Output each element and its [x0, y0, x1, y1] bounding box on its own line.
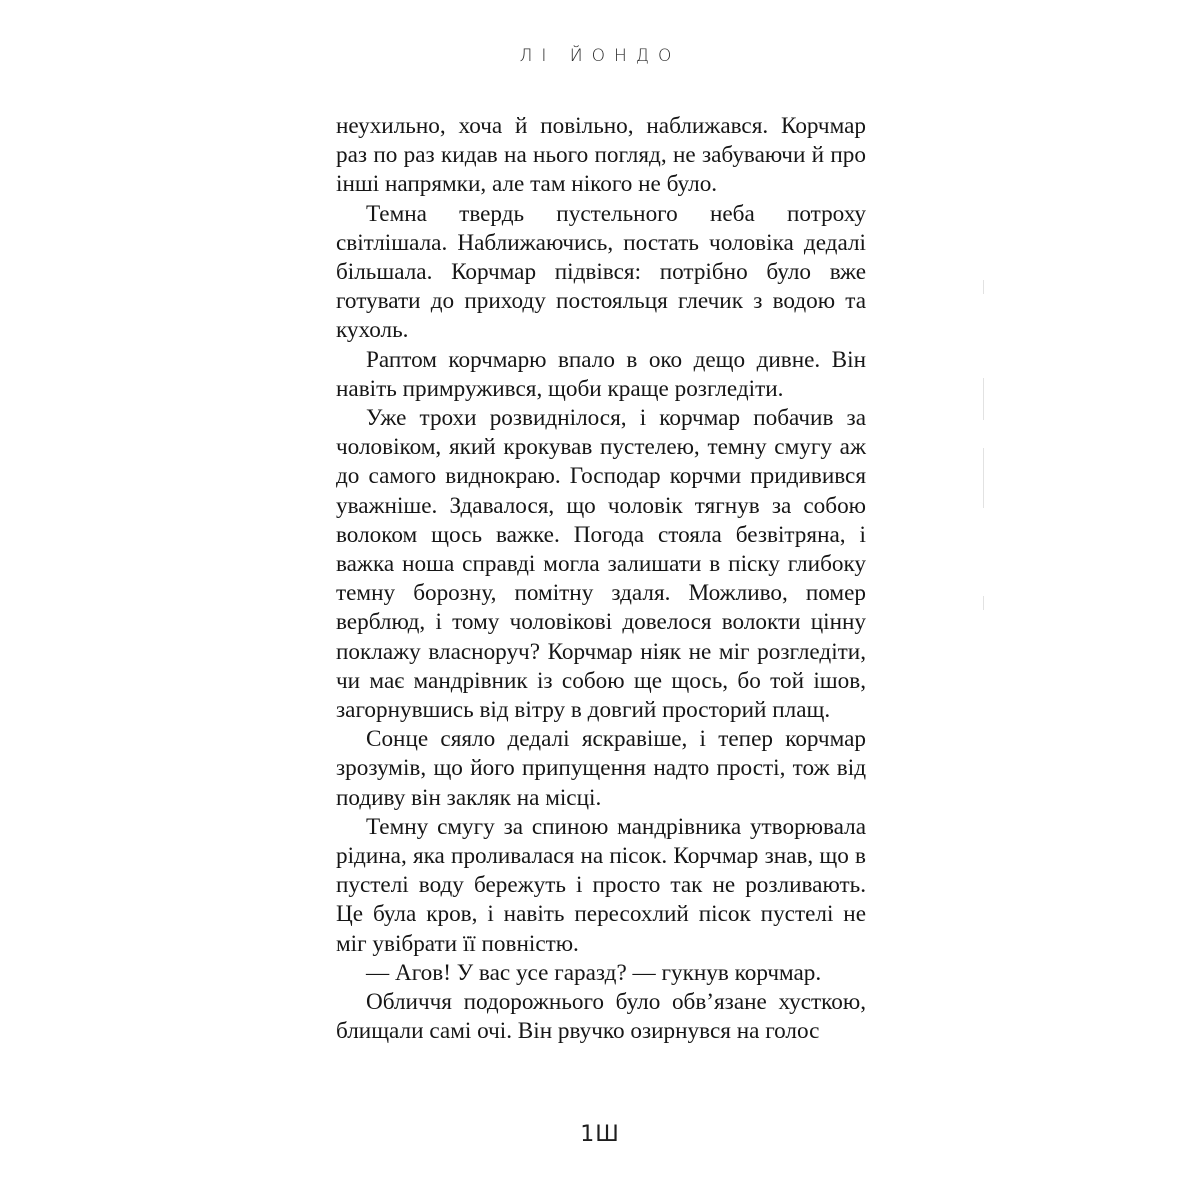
paragraph-7: — Агов! У вас усе гаразд? — гукнув корчмар. — [366, 959, 822, 986]
paragraph-4: Уже трохи розвиднілося, і корчмар побачив за чоловіком, який крокував пустелею, темну смугу аж до самого виднокраю. Господар корчми придивився уважніше. Здавалося, що чоловік тягнув за собою волоком щось важке. Погода стояла безвітряна, і важка ноша справді могла залишати в піску глибоку темну борозну, помітну здаля. Можливо, помер верблюд, і тому чоловікові довелося волокти цінну поклажу власноруч? Корчмар ніяк не міг розгледіти, чи має мандрівник із собою ще щось, бо той ішов, загорнувшись від вітру в довгий просторий плащ. — [336, 405, 866, 724]
paragraph-3: Раптом корчмарю впало в око дещо дивне. Він навіть примружився, щоби краще розгледіти. — [336, 346, 866, 402]
page-edge-shadow — [983, 448, 984, 508]
page-number: 1Ш — [580, 1122, 620, 1147]
page-edge-shadow — [983, 280, 984, 294]
paragraph-5: Сонце сяяло дедалі яскравіше, і тепер корчмар зрозумів, що його припущення надто прості, тож від подиву він закляк на місці. — [336, 726, 866, 811]
page-edge-shadow — [983, 378, 984, 420]
page-edge-shadow — [983, 596, 984, 610]
body-text — [336, 112, 866, 1047]
paragraph-2: Темна твердь пустельного неба потроху світлішала. Наближаючись, постать чоловіка дедалі більшала. Корчмар підвівся: потрібно було вже готувати до приходу постояльця глечик з водою та кухоль. — [336, 200, 866, 344]
paragraph-1: неухильно, хоча й повільно, наближався. Корчмар раз по раз кидав на нього погляд, не забуваючи й про інші напрямки, але там нікого не було. — [336, 113, 866, 198]
paragraph-6: Темну смугу за спиною мандрівника утворювала рідина, яка проливалася на пісок. Корчмар знав, що в пустелі воду бережуть і просто так не розливають. Це була кров, і навіть пересохлий пісок пустелі не міг увібрати її повністю. — [336, 813, 866, 957]
paragraph-8: Обличчя подорожнього було обв’язане хусткою, блищали самі очі. Він рвучко озирнувся на голос — [336, 989, 866, 1045]
running-header: ЛІ ЙОНДО — [519, 46, 681, 66]
